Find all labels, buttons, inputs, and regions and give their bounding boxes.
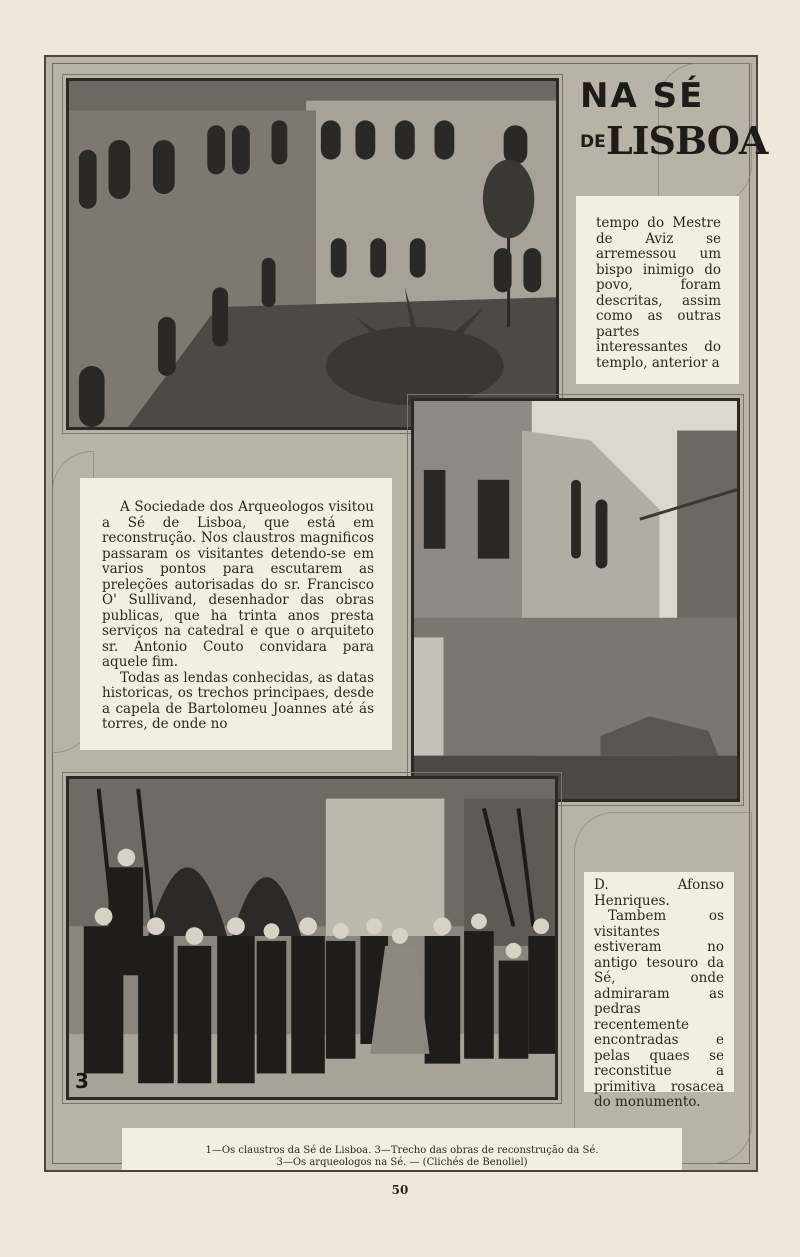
text-box-bottom-right [584,872,734,1110]
text-paragraph-1: D. Afonso Henriques. [594,877,724,909]
cloisters-illustration [69,81,556,427]
caption-line-2: 3—Os arqueologos na Sé. — (Clichés de Benoliel) [276,1157,528,1168]
archaeologists-illustration [69,779,555,1097]
photo-cloisters [66,78,559,430]
title-prefix: DE [580,132,606,152]
photo-caption [122,1128,682,1170]
text-box-top-right [576,196,739,384]
text-paragraph-1: A Sociedade dos Arqueologos visitou a Sé de Lisboa, que está em reconstrução. Nos claustros magnificos passaram os visitantes detendo-se em varios pontos para escutarem as preleções autorisadas do sr. Francisco O' Sullivand, desenhador das obras publicas, que ha trinta anos presta serviços na catedral e que o arquiteto sr. Antonio Couto convidara para aquele fim. [102,499,374,670]
page-number: 50 [391,1183,409,1197]
article-title [578,74,768,170]
photo-reconstruction [411,398,740,802]
reconstruction-illustration [414,401,737,799]
title-line2: LISBOA [606,118,768,163]
caption-line-1: 1—Os claustros da Sé de Lisboa. 3—Trecho das obras de reconstrução da Sé. [205,1145,599,1156]
photo-archaeologists [66,776,558,1100]
text-box-mid-left [80,478,392,750]
text-paragraph-2: Tambem os visitantes estiveram no antigo tesouro da Sé, onde admiraram as pedras recentemente encontradas e pelas quaes se reconstitue a primitiva rosacea do monumento. [594,908,724,1110]
photo-number-3: 3 [75,1069,89,1093]
text-paragraph: tempo do Mestre de Aviz se arremessou um bispo inimigo do povo, foram descritas, assim como as outras partes interessantes do templo, anterior a [596,215,721,371]
title-line1: NA SÉ [580,76,705,116]
text-paragraph-2: Todas as lendas conhecidas, as datas historicas, os trechos principaes, desde a capela de Bartolomeu Joannes até ás torres, de onde no [102,669,374,732]
